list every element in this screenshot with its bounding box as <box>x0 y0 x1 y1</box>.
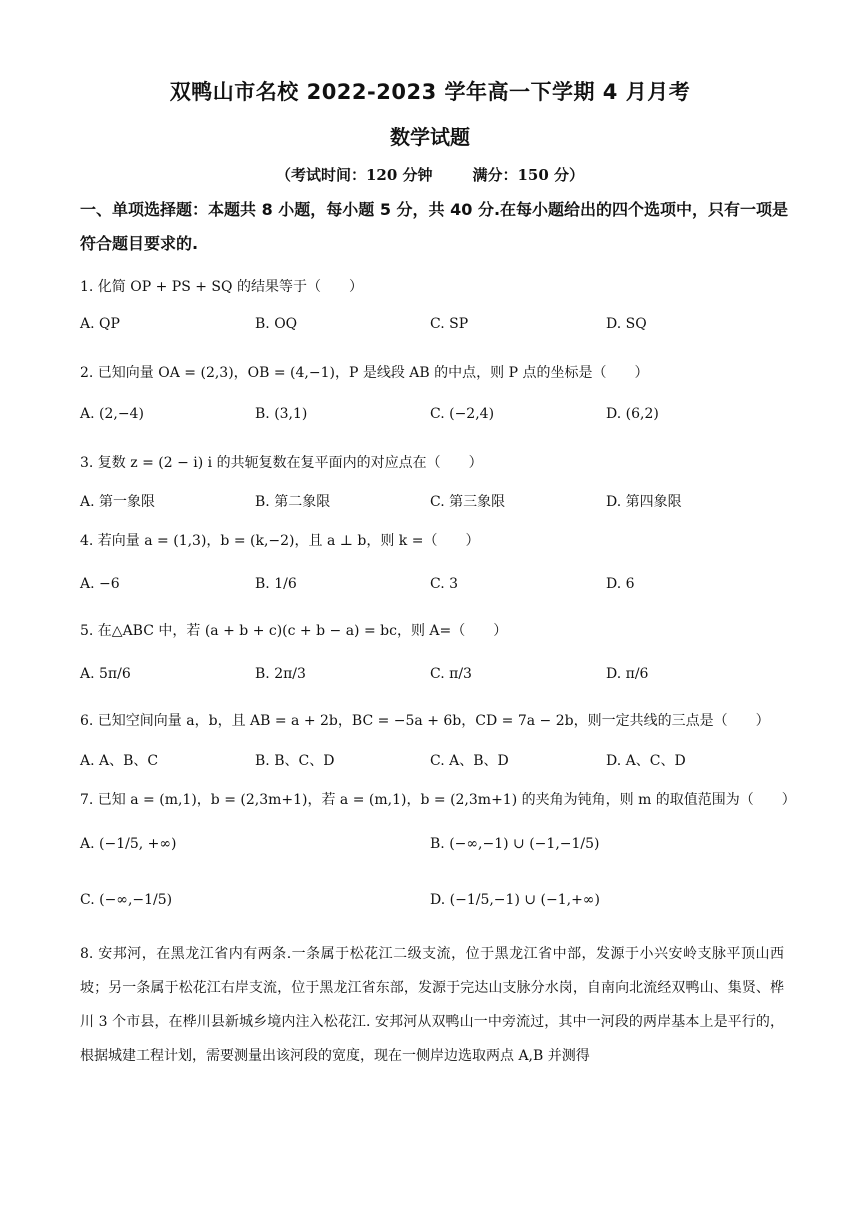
question-3-options <box>80 491 800 531</box>
exam-score: 满分：150 分） <box>472 166 585 184</box>
option-b[interactable]: B. 2π/3 <box>255 666 306 682</box>
exam-time: （考试时间：120 分钟 <box>275 166 433 184</box>
question-6-stem: 6. 已知空间向量 a，b，且 AB = a + 2b，BC = −5a + 6b，CD = 7a − 2b，则一定共线的三点是（ ） <box>80 713 770 729</box>
option-c[interactable]: C. π/3 <box>430 666 472 682</box>
option-c[interactable]: C. (−∞,−1/5) <box>80 892 173 908</box>
option-c[interactable]: C. A、B、D <box>430 753 509 769</box>
option-b[interactable]: B. 1/6 <box>255 576 297 592</box>
option-a[interactable]: A. QP <box>80 316 120 332</box>
exam-title: 双鸭山市名校 2022-2023 学年高一下学期 4 月月考 <box>169 80 691 104</box>
question-6-options <box>80 750 800 790</box>
exam-info <box>0 164 860 185</box>
option-a[interactable]: A. (2,−4) <box>80 406 144 422</box>
option-d[interactable]: D. 6 <box>606 576 635 592</box>
option-d[interactable]: D. (−1/5,−1) ∪ (−1,+∞) <box>430 892 600 908</box>
option-d[interactable]: D. π/6 <box>606 666 649 682</box>
option-c[interactable]: C. (−2,4) <box>430 406 495 422</box>
option-d[interactable]: D. SQ <box>606 316 647 332</box>
question-1-options <box>80 316 800 356</box>
question-5-options <box>80 666 800 706</box>
question-4-stem: 4. 若向量 a = (1,3)，b = (k,−2)，且 a ⊥ b，则 k =（ ） <box>80 533 480 549</box>
option-a[interactable]: A. A、B、C <box>80 753 159 769</box>
question-7-options-row1 <box>80 836 800 876</box>
option-d[interactable]: D. (6,2) <box>606 406 659 422</box>
question-1-stem: 1. 化简 OP + PS + SQ 的结果等于（ ） <box>80 279 363 295</box>
question-2-options <box>80 406 800 446</box>
option-d[interactable]: D. 第四象限 <box>606 494 682 510</box>
option-b[interactable]: B. 第二象限 <box>255 494 331 510</box>
option-c[interactable]: C. 第三象限 <box>430 494 506 510</box>
question-8-text: 8. 安邦河，在黑龙江省内有两条.一条属于松花江二级支流，位于黑龙江省中部，发源于小兴安岭支脉平顶山西坡；另一条属于松花江右岸支流，位于黑龙江省东部，发源于完达山支脉分水岗，自南向北流经双鸭山、集贤、桦川 3 个市县，在桦川县新城乡境内注入松花江. 安邦河从双鸭山一中旁流过，其中一河段的两岸基本上是平行的，根据城建工程计划，需要测量出该河段的宽度，现在一侧岸边选取两点 A,B 并测得 <box>80 946 784 1064</box>
option-a[interactable]: A. 5π/6 <box>80 666 131 682</box>
question-2-stem: 2. 已知向量 OA = (2,3)，OB = (4,−1)，P 是线段 AB 的中点，则 P 点的坐标是（ ） <box>80 365 649 381</box>
option-b[interactable]: B. B、C、D <box>255 753 335 769</box>
option-a[interactable]: A. 第一象限 <box>80 494 156 510</box>
section-heading: 一、单项选择题：本题共 8 小题，每小题 5 分，共 40 分.在每小题给出的四个选项中，只有一项是符合题目要求的. <box>80 200 789 253</box>
option-a[interactable]: A. −6 <box>80 576 120 592</box>
question-5-stem: 5. 在△ABC 中，若 (a + b + c)(c + b − a) = bc，则 A=（ ） <box>80 623 508 639</box>
option-b[interactable]: B. OQ <box>255 316 298 332</box>
option-b[interactable]: B. (3,1) <box>255 406 308 422</box>
question-7-options-row2 <box>80 892 800 932</box>
option-a[interactable]: A. (−1/5, +∞) <box>80 836 177 852</box>
exam-subtitle: 数学试题 <box>390 125 470 149</box>
option-c[interactable]: C. SP <box>430 316 469 332</box>
option-b[interactable]: B. (−∞,−1) ∪ (−1,−1/5) <box>430 836 600 852</box>
option-d[interactable]: D. A、C、D <box>606 753 686 769</box>
option-c[interactable]: C. 3 <box>430 576 459 592</box>
question-4-options <box>80 576 800 616</box>
question-7-stem: 7. 已知 a = (m,1)，b = (2,3m+1)，若 a = (m,1)，b = (2,3m+1) 的夹角为钝角，则 m 的取值范围为（ ） <box>80 792 796 808</box>
question-3-stem: 3. 复数 z = (2 − i) i 的共轭复数在复平面内的对应点在（ ） <box>80 455 483 471</box>
